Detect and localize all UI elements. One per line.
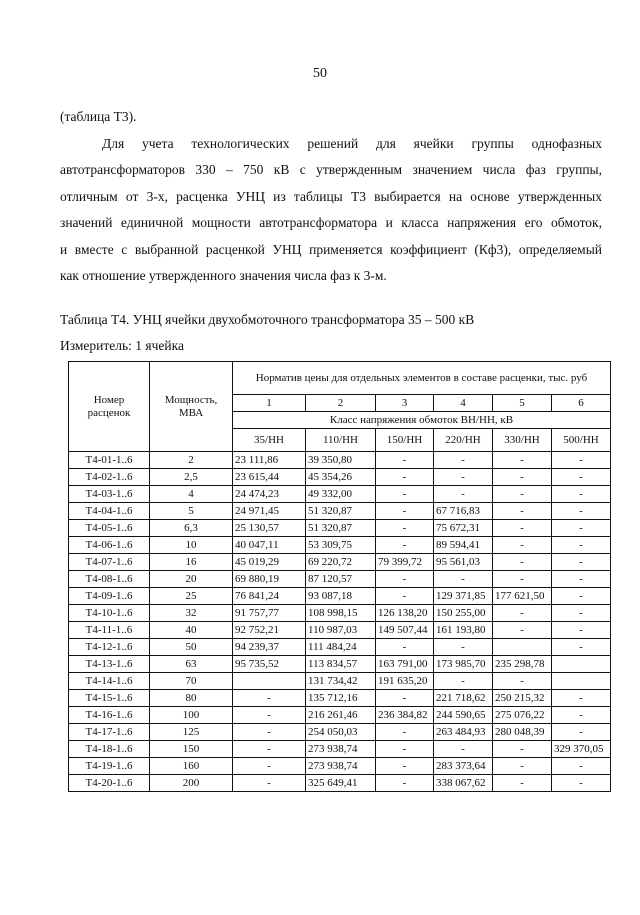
cell-value: - <box>552 639 611 656</box>
cell-value: - <box>376 690 434 707</box>
cell-code: Т4-17-1..6 <box>69 724 150 741</box>
cell-value: 135 712,16 <box>306 690 376 707</box>
cell-value: - <box>376 452 434 469</box>
table-row <box>69 554 611 571</box>
paragraph-line: автотрансформаторов 330 – 750 кВ с утвержденным значением числа фаз группы, <box>60 162 602 177</box>
cell-code: Т4-06-1..6 <box>69 537 150 554</box>
header-col-number: 1 <box>233 395 306 412</box>
cell-power: 32 <box>150 605 233 622</box>
body-paragraph <box>60 104 602 290</box>
cell-value: - <box>376 639 434 656</box>
cell-value: 24 474,23 <box>233 486 306 503</box>
table-row <box>69 758 611 775</box>
cell-value: - <box>493 520 552 537</box>
cell-code: Т4-14-1..6 <box>69 673 150 690</box>
header-price-group: Норматив цены для отдельных элементов в составе расценки, тыс. руб <box>233 362 611 395</box>
cell-value: 87 120,57 <box>306 571 376 588</box>
table-row <box>69 537 611 554</box>
cell-power: 6,3 <box>150 520 233 537</box>
cell-value: 24 971,45 <box>233 503 306 520</box>
cell-power: 63 <box>150 656 233 673</box>
cell-value: 216 261,46 <box>306 707 376 724</box>
cell-value: - <box>434 639 493 656</box>
cell-power: 200 <box>150 775 233 792</box>
table-body <box>69 452 611 792</box>
cell-code: Т4-05-1..6 <box>69 520 150 537</box>
table-row <box>69 690 611 707</box>
cell-value: - <box>376 775 434 792</box>
cell-value: 163 791,00 <box>376 656 434 673</box>
cell-value: 131 734,42 <box>306 673 376 690</box>
cell-value: 75 672,31 <box>434 520 493 537</box>
cell-value: 283 373,64 <box>434 758 493 775</box>
cell-value: 191 635,20 <box>376 673 434 690</box>
cell-value: 40 047,11 <box>233 537 306 554</box>
paragraph-line: Для учета технологических решений для ячейки группы однофазных <box>102 135 602 151</box>
cell-value: 126 138,20 <box>376 605 434 622</box>
cell-value: - <box>493 605 552 622</box>
cell-code: Т4-02-1..6 <box>69 469 150 486</box>
cell-value: - <box>552 588 611 605</box>
cell-value: - <box>493 741 552 758</box>
cell-value: - <box>552 469 611 486</box>
cell-value: 177 621,50 <box>493 588 552 605</box>
table-row <box>69 741 611 758</box>
header-voltage: 110/НН <box>306 429 376 452</box>
cell-value: 338 067,62 <box>434 775 493 792</box>
cell-value: - <box>233 690 306 707</box>
cell-value: - <box>493 673 552 690</box>
table-row <box>69 673 611 690</box>
cell-value: - <box>552 605 611 622</box>
cell-value: - <box>376 469 434 486</box>
cell-value: - <box>376 588 434 605</box>
price-table <box>68 361 611 792</box>
cell-value: - <box>376 486 434 503</box>
table-caption: Таблица Т4. УНЦ ячейки двухобмоточного трансформатора 35 – 500 кВ <box>60 312 475 327</box>
cell-value: 23 111,86 <box>233 452 306 469</box>
cell-value: 67 716,83 <box>434 503 493 520</box>
cell-value: - <box>493 486 552 503</box>
table-row <box>69 707 611 724</box>
cell-value: - <box>376 537 434 554</box>
cell-value: 93 087,18 <box>306 588 376 605</box>
cell-code: Т4-18-1..6 <box>69 741 150 758</box>
cell-value: 95 561,03 <box>434 554 493 571</box>
cell-value: 244 590,65 <box>434 707 493 724</box>
cell-value: - <box>493 537 552 554</box>
cell-value <box>552 673 611 690</box>
cell-value: - <box>493 452 552 469</box>
header-voltage: 35/НН <box>233 429 306 452</box>
cell-value: 39 350,80 <box>306 452 376 469</box>
cell-value: - <box>552 520 611 537</box>
cell-power: 25 <box>150 588 233 605</box>
cell-value: 235 298,78 <box>493 656 552 673</box>
cell-value: - <box>493 554 552 571</box>
cell-value: 280 048,39 <box>493 724 552 741</box>
cell-value: - <box>434 452 493 469</box>
cell-value: 69 880,19 <box>233 571 306 588</box>
cell-value: 254 050,03 <box>306 724 376 741</box>
cell-value: - <box>552 724 611 741</box>
table-row <box>69 605 611 622</box>
cell-value: - <box>376 503 434 520</box>
cell-value: 51 320,87 <box>306 520 376 537</box>
cell-power: 80 <box>150 690 233 707</box>
cell-value: - <box>552 690 611 707</box>
measure-unit: Измеритель: 1 ячейка <box>60 338 184 353</box>
cell-power: 50 <box>150 639 233 656</box>
cell-value: 25 130,57 <box>233 520 306 537</box>
cell-power: 16 <box>150 554 233 571</box>
header-voltage-class: Класс напряжения обмоток ВН/НН, кВ <box>233 412 611 429</box>
cell-value: - <box>434 571 493 588</box>
cell-value: 273 938,74 <box>306 758 376 775</box>
header-col-number: 3 <box>376 395 434 412</box>
cell-value: 173 985,70 <box>434 656 493 673</box>
table-row <box>69 775 611 792</box>
cell-power: 100 <box>150 707 233 724</box>
paragraph-line: отличным от 3-х, расценка УНЦ из таблицы Т3 выбирается на основе утвержденных <box>60 188 602 204</box>
cell-value: - <box>434 469 493 486</box>
cell-power: 70 <box>150 673 233 690</box>
cell-value <box>233 673 306 690</box>
cell-value: 111 484,24 <box>306 639 376 656</box>
cell-value: 108 998,15 <box>306 605 376 622</box>
cell-value: 273 938,74 <box>306 741 376 758</box>
cell-value: - <box>434 486 493 503</box>
cell-value: 49 332,00 <box>306 486 376 503</box>
cell-value: - <box>376 724 434 741</box>
cell-value: 51 320,87 <box>306 503 376 520</box>
cell-value: - <box>552 554 611 571</box>
cell-value: - <box>552 571 611 588</box>
cell-value: 250 215,32 <box>493 690 552 707</box>
paragraph-line: (таблица Т3). <box>60 109 137 124</box>
cell-value: 221 718,62 <box>434 690 493 707</box>
cell-value: 45 354,26 <box>306 469 376 486</box>
paragraph-line: как отношение утвержденного значения числа фаз к 3-м. <box>60 268 387 283</box>
cell-value: 275 076,22 <box>493 707 552 724</box>
header-power: Мощность, МВА <box>150 362 233 452</box>
cell-value: - <box>233 775 306 792</box>
table-row <box>69 724 611 741</box>
cell-code: Т4-01-1..6 <box>69 452 150 469</box>
header-voltage: 220/НН <box>434 429 493 452</box>
cell-value: 113 834,57 <box>306 656 376 673</box>
cell-value: - <box>493 469 552 486</box>
paragraph-line: значений единичной мощности автотрансформатора и класса напряжения его обмоток, <box>60 215 602 230</box>
cell-value: - <box>434 741 493 758</box>
cell-code: Т4-10-1..6 <box>69 605 150 622</box>
table-row <box>69 588 611 605</box>
table-row <box>69 486 611 503</box>
table-row <box>69 520 611 537</box>
cell-value: - <box>233 707 306 724</box>
table-row <box>69 656 611 673</box>
table-row <box>69 452 611 469</box>
cell-value: - <box>376 758 434 775</box>
cell-code: Т4-19-1..6 <box>69 758 150 775</box>
cell-code: Т4-16-1..6 <box>69 707 150 724</box>
page-number: 50 <box>313 66 327 81</box>
cell-value: - <box>493 622 552 639</box>
cell-value: 129 371,85 <box>434 588 493 605</box>
cell-code: Т4-09-1..6 <box>69 588 150 605</box>
cell-value: - <box>376 741 434 758</box>
cell-value: 95 735,52 <box>233 656 306 673</box>
cell-value: 263 484,93 <box>434 724 493 741</box>
table-row <box>69 639 611 656</box>
cell-value: - <box>233 724 306 741</box>
cell-value: - <box>552 622 611 639</box>
cell-value: 53 309,75 <box>306 537 376 554</box>
cell-value: 325 649,41 <box>306 775 376 792</box>
cell-value: - <box>376 520 434 537</box>
header-col-number: 6 <box>552 395 611 412</box>
cell-value: 110 987,03 <box>306 622 376 639</box>
cell-value: 23 615,44 <box>233 469 306 486</box>
cell-value: 94 239,37 <box>233 639 306 656</box>
cell-code: Т4-12-1..6 <box>69 639 150 656</box>
cell-power: 20 <box>150 571 233 588</box>
table-row <box>69 571 611 588</box>
cell-value: 45 019,29 <box>233 554 306 571</box>
cell-code: Т4-04-1..6 <box>69 503 150 520</box>
cell-value: - <box>493 503 552 520</box>
cell-power: 5 <box>150 503 233 520</box>
cell-code: Т4-13-1..6 <box>69 656 150 673</box>
cell-value: - <box>552 486 611 503</box>
cell-code: Т4-07-1..6 <box>69 554 150 571</box>
cell-value: - <box>233 741 306 758</box>
cell-code: Т4-11-1..6 <box>69 622 150 639</box>
header-col-number: 2 <box>306 395 376 412</box>
cell-value: 79 399,72 <box>376 554 434 571</box>
header-col-number: 4 <box>434 395 493 412</box>
cell-power: 125 <box>150 724 233 741</box>
cell-value: - <box>493 571 552 588</box>
cell-power: 2,5 <box>150 469 233 486</box>
cell-power: 160 <box>150 758 233 775</box>
cell-power: 150 <box>150 741 233 758</box>
cell-value <box>552 656 611 673</box>
header-voltage: 150/НН <box>376 429 434 452</box>
cell-value: 92 752,21 <box>233 622 306 639</box>
paragraph-line: и вместе с выбранной расценкой УНЦ применяется коэффициент (Кф3), определяемый <box>60 241 602 257</box>
cell-value: - <box>552 775 611 792</box>
cell-power: 10 <box>150 537 233 554</box>
cell-value: 89 594,41 <box>434 537 493 554</box>
cell-value: 149 507,44 <box>376 622 434 639</box>
cell-code: Т4-15-1..6 <box>69 690 150 707</box>
header-col-number: 5 <box>493 395 552 412</box>
cell-power: 40 <box>150 622 233 639</box>
cell-value: 150 255,00 <box>434 605 493 622</box>
cell-value: 69 220,72 <box>306 554 376 571</box>
cell-power: 2 <box>150 452 233 469</box>
cell-value: - <box>233 758 306 775</box>
cell-value: - <box>493 758 552 775</box>
cell-code: Т4-03-1..6 <box>69 486 150 503</box>
header-voltage: 330/НН <box>493 429 552 452</box>
cell-value: - <box>493 775 552 792</box>
cell-value: - <box>552 758 611 775</box>
cell-value: - <box>434 673 493 690</box>
cell-value: - <box>552 537 611 554</box>
header-voltage: 500/НН <box>552 429 611 452</box>
cell-value: 236 384,82 <box>376 707 434 724</box>
cell-value: 91 757,77 <box>233 605 306 622</box>
cell-value: - <box>552 452 611 469</box>
cell-value: - <box>552 707 611 724</box>
cell-code: Т4-20-1..6 <box>69 775 150 792</box>
cell-value: 76 841,24 <box>233 588 306 605</box>
cell-value: - <box>552 503 611 520</box>
table-row <box>69 503 611 520</box>
cell-value: 161 193,80 <box>434 622 493 639</box>
cell-value: - <box>376 571 434 588</box>
cell-power: 4 <box>150 486 233 503</box>
cell-value: 329 370,05 <box>552 741 611 758</box>
cell-code: Т4-08-1..6 <box>69 571 150 588</box>
table-row <box>69 469 611 486</box>
table-row <box>69 622 611 639</box>
cell-value <box>493 639 552 656</box>
header-code: Номер расценок <box>69 362 150 452</box>
